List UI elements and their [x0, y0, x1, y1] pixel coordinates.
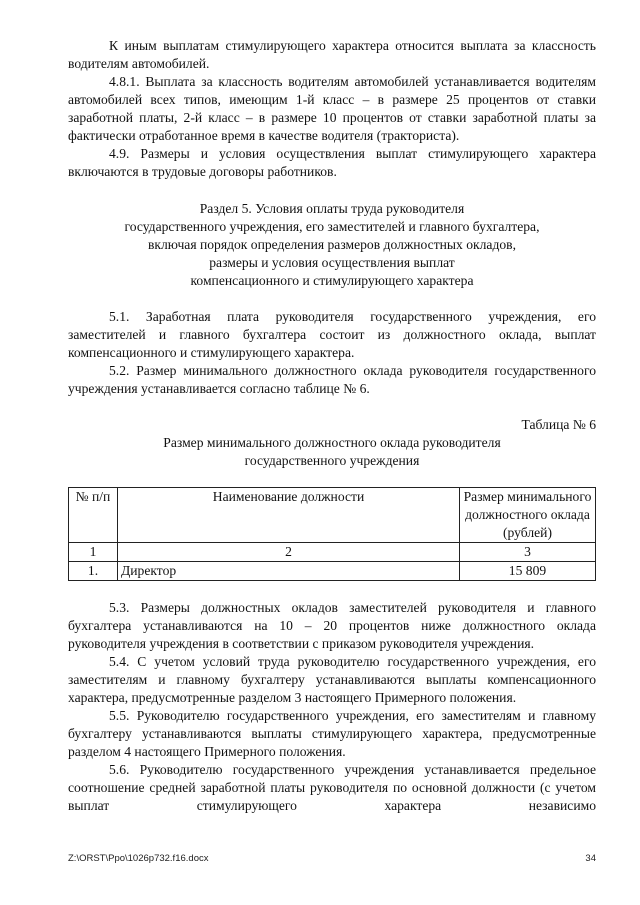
table-6 — [68, 487, 596, 581]
section-title-line: государственного учреждения, его заместителей и главного бухгалтера, — [124, 219, 540, 234]
table-index-row — [69, 543, 596, 562]
index-cell: 2 — [118, 543, 460, 562]
paragraph-4-8-intro: К иным выплатам стимулирующего характера относится выплата за классность водителям автомобилей. — [68, 38, 596, 71]
table-caption-line: Размер минимального должностного оклада руководителя — [163, 435, 501, 450]
header-salary: Размер минимального должностного оклада (рублей) — [460, 488, 596, 543]
paragraph-5-2: 5.2. Размер минимального должностного оклада руководителя государственного учреждения устанавливается согласно таблице № 6. — [68, 363, 596, 396]
section-title-line: компенсационного и стимулирующего характера — [190, 273, 474, 288]
section-title-line: включая порядок определения размеров должностных окладов, — [148, 237, 516, 252]
paragraph-4-8-1: 4.8.1. Выплата за классность водителям автомобилей устанавливается водителям автомобилей всех типов, имеющим 1-й класс – в размере 25 процентов от ставки заработной платы, 2-й класс – в размере 10 процентов от ставки заработной платы за фактически отработанное время в качестве водителя (тракториста). — [68, 74, 596, 143]
paragraph-5-4: 5.4. С учетом условий труда руководителю государственного учреждения, его заместителям и главному бухгалтеру устанавливаются выплаты компенсационного характера, предусмотренные разделом 3 настоящего Примерного положения. — [68, 654, 596, 705]
table-label: Таблица № 6 — [521, 417, 596, 432]
table-header-row — [69, 488, 596, 543]
header-num: № п/п — [69, 488, 118, 543]
index-cell: 1 — [69, 543, 118, 562]
row-num: 1. — [69, 562, 118, 581]
row-position: Директор — [118, 562, 460, 581]
paragraph-5-5: 5.5. Руководителю государственного учреждения, его заместителям и главному бухгалтеру устанавливаются выплаты стимулирующего характера, предусмотренные разделом 4 настоящего Примерного положения. — [68, 708, 596, 759]
page-number: 34 — [585, 853, 596, 864]
paragraph-5-1: 5.1. Заработная плата руководителя государственного учреждения, его заместителей и главного бухгалтера состоит из должностного оклада, выплат компенсационного и стимулирующего характера. — [68, 309, 596, 360]
paragraph-4-9: 4.9. Размеры и условия осуществления выплат стимулирующего характера включаются в трудовые договоры работников. — [68, 146, 596, 179]
file-path: Z:\ORST\Ppo\1026p732.f16.docx — [68, 853, 209, 864]
section-5-title — [68, 200, 596, 290]
table-row — [69, 562, 596, 581]
paragraph-5-6: 5.6. Руководителю государственного учреждения устанавливается предельное соотношение средней заработной платы руководителя по основной должности (с учетом выплат стимулирующего характера независимо — [68, 762, 596, 813]
page-body — [68, 37, 596, 815]
header-position-name: Наименование должности — [118, 488, 460, 543]
paragraph-5-3: 5.3. Размеры должностных окладов заместителей руководителя и главного бухгалтера устанавливаются на 10 – 20 процентов ниже должностного оклада руководителя учреждения в соответствии с приказом руководителя учреждения. — [68, 600, 596, 651]
section-title-line: размеры и условия осуществления выплат — [209, 255, 455, 270]
row-salary: 15 809 — [460, 562, 596, 581]
table-caption-line: государственного учреждения — [244, 453, 420, 468]
index-cell: 3 — [460, 543, 596, 562]
section-title-line: Раздел 5. Условия оплаты труда руководителя — [199, 201, 465, 216]
